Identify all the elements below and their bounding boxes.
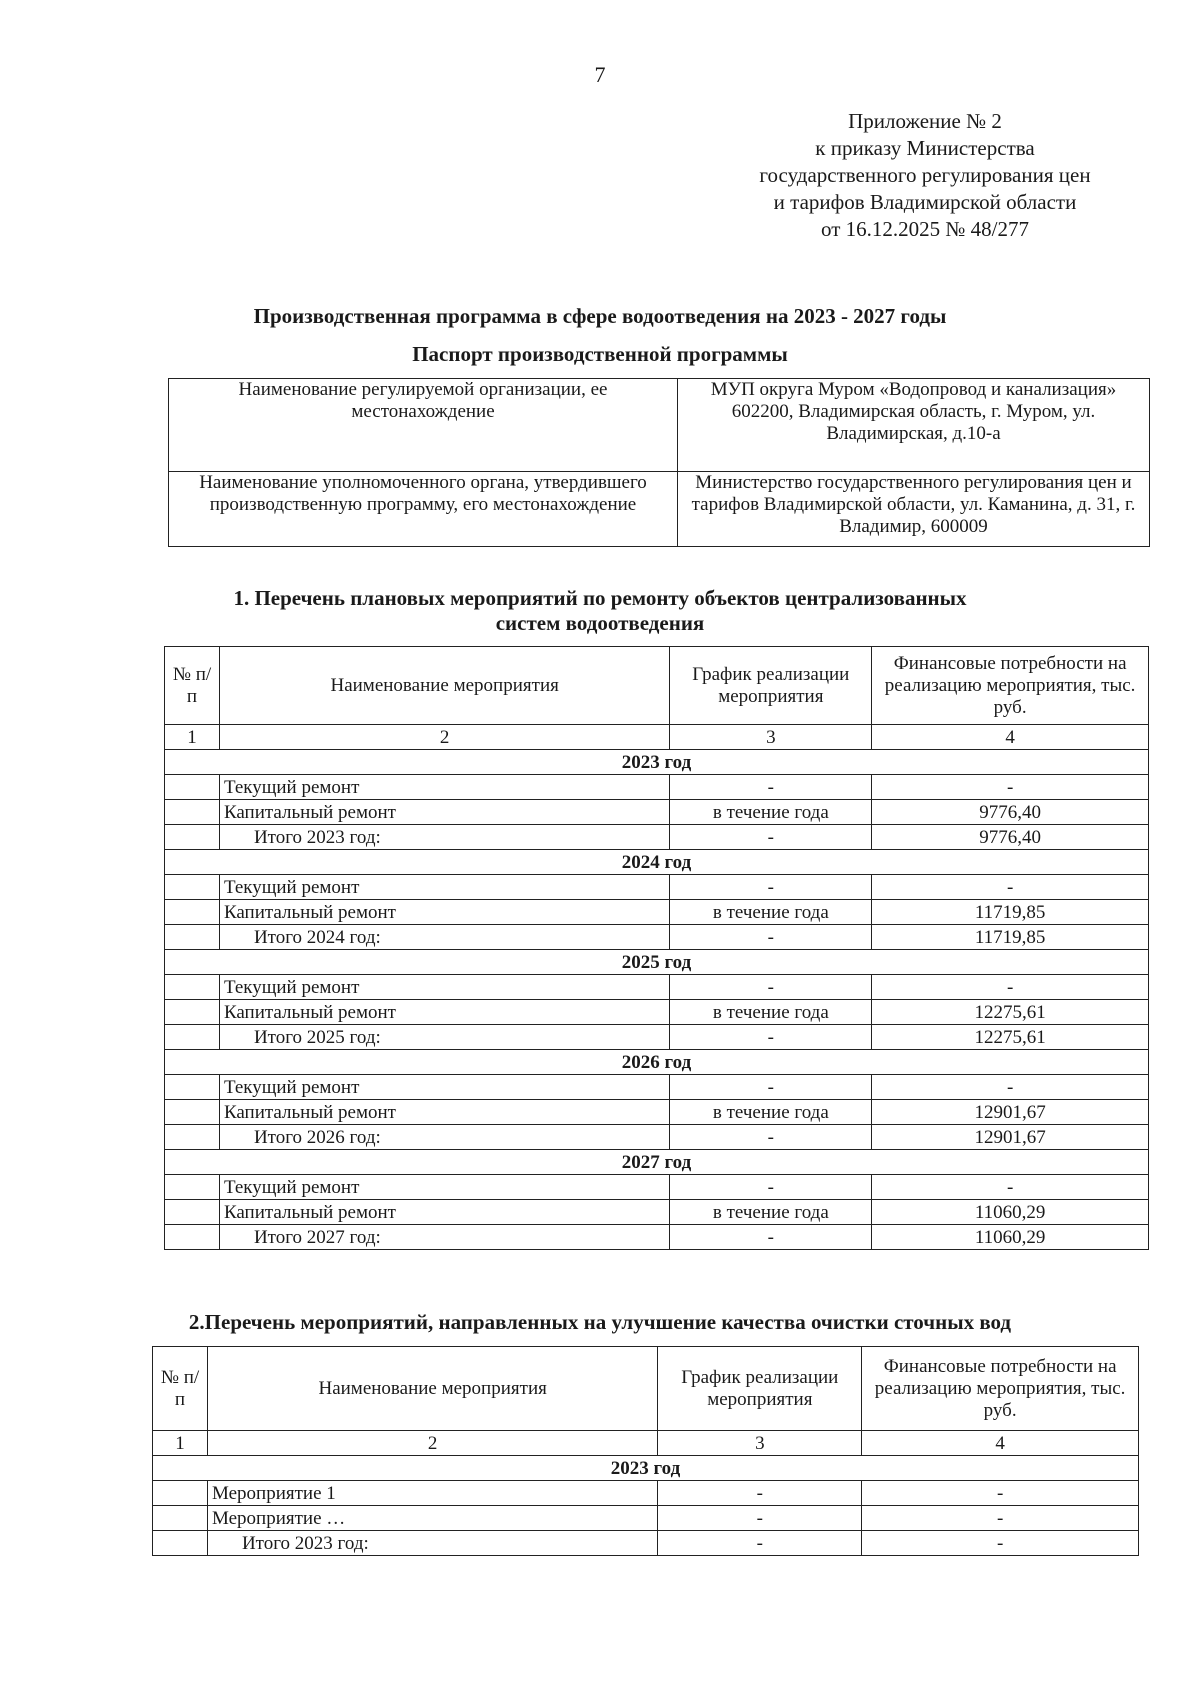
activity-name: Текущий ремонт — [219, 975, 669, 1000]
year-row: 2023 год — [165, 750, 1149, 775]
total-label: Итого 2024 год: — [219, 925, 669, 950]
activity-name: Капитальный ремонт — [219, 800, 669, 825]
col-number: 1 — [153, 1431, 208, 1456]
col-header-number: № п/п — [153, 1347, 208, 1431]
col-header-finance: Финансовые потребности на реализацию мероприятия, тыс. руб. — [872, 647, 1149, 725]
schedule-cell: - — [670, 975, 872, 1000]
activity-name: Текущий ремонт — [219, 1075, 669, 1100]
schedule-cell: - — [658, 1481, 862, 1506]
amount-cell: 12275,61 — [872, 1025, 1149, 1050]
appendix-line: от 16.12.2025 № 48/277 — [820, 217, 1030, 241]
table-row — [153, 1481, 1139, 1506]
passport-value: Министерство государственного регулирования цен и тарифов Владимирской области, ул. Каманина, д. 31, г. Владимир, 600009 — [678, 472, 1150, 547]
col-header-finance: Финансовые потребности на реализацию мероприятия, тыс. руб. — [862, 1347, 1139, 1431]
activity-name: Мероприятие 1 — [207, 1481, 657, 1506]
year-row: 2026 год — [165, 1050, 1149, 1075]
section2-title: 2.Перечень мероприятий, направленных на улучшение качества очистки сточных вод — [188, 1310, 1012, 1334]
table-row — [165, 1200, 1149, 1225]
schedule-cell: - — [670, 775, 872, 800]
page-number: 7 — [594, 62, 606, 87]
schedule-cell: - — [658, 1531, 862, 1556]
total-label: Итого 2023 год: — [219, 825, 669, 850]
amount-cell: 11719,85 — [872, 925, 1149, 950]
total-label: Итого 2025 год: — [219, 1025, 669, 1050]
table-row — [165, 875, 1149, 900]
amount-cell: - — [872, 875, 1149, 900]
passport-label: Наименование уполномоченного органа, утвердившего производственную программу, его местонахождение — [169, 472, 678, 547]
schedule-cell: в течение года — [670, 1000, 872, 1025]
col-number: 4 — [872, 725, 1149, 750]
table-row — [165, 825, 1149, 850]
appendix-line: Приложение № 2 — [848, 109, 1002, 133]
total-label: Итого 2027 год: — [219, 1225, 669, 1250]
passport-label: Наименование регулируемой организации, ее местонахождение — [169, 379, 678, 472]
col-number: 2 — [219, 725, 669, 750]
col-header-schedule: График реализации мероприятия — [658, 1347, 862, 1431]
amount-cell: - — [862, 1481, 1139, 1506]
table-row — [165, 925, 1149, 950]
amount-cell: 11719,85 — [872, 900, 1149, 925]
col-header-number: № п/п — [165, 647, 220, 725]
schedule-cell: - — [658, 1506, 862, 1531]
table-row — [165, 900, 1149, 925]
schedule-cell: - — [670, 925, 872, 950]
appendix-line: государственного регулирования цен — [759, 163, 1091, 187]
amount-cell: 9776,40 — [872, 800, 1149, 825]
year-row: 2024 год — [165, 850, 1149, 875]
table-row — [165, 1100, 1149, 1125]
table-row — [165, 1000, 1149, 1025]
section1-title-line1: 1. Перечень плановых мероприятий по ремонту объектов централизованных — [233, 586, 967, 610]
passport-value: МУП округа Муром «Водопровод и канализация» 602200, Владимирская область, г. Муром, ул. Владимирская, д.10-а — [678, 379, 1150, 472]
amount-cell: - — [862, 1506, 1139, 1531]
col-header-name: Наименование мероприятия — [207, 1347, 657, 1431]
passport-title: Паспорт производственной программы — [412, 342, 788, 366]
appendix-line: и тарифов Владимирской области — [773, 190, 1077, 214]
schedule-cell: - — [670, 875, 872, 900]
schedule-cell: - — [670, 1225, 872, 1250]
schedule-cell: в течение года — [670, 900, 872, 925]
schedule-cell: - — [670, 1125, 872, 1150]
passport-table — [168, 378, 1150, 547]
col-number: 1 — [165, 725, 220, 750]
table-row — [165, 975, 1149, 1000]
schedule-cell: - — [670, 825, 872, 850]
total-label: Итого 2023 год: — [207, 1531, 657, 1556]
col-number: 4 — [862, 1431, 1139, 1456]
section1-title-line2: систем водоотведения — [495, 611, 705, 635]
year-row: 2027 год — [165, 1150, 1149, 1175]
schedule-cell: в течение года — [670, 1200, 872, 1225]
activity-name: Капитальный ремонт — [219, 1200, 669, 1225]
schedule-cell: в течение года — [670, 800, 872, 825]
table-row — [165, 1025, 1149, 1050]
schedule-cell: - — [670, 1075, 872, 1100]
activity-name: Текущий ремонт — [219, 875, 669, 900]
schedule-cell: - — [670, 1175, 872, 1200]
amount-cell: 12901,67 — [872, 1125, 1149, 1150]
col-header-name: Наименование мероприятия — [219, 647, 669, 725]
col-number: 3 — [670, 725, 872, 750]
schedule-cell: - — [670, 1025, 872, 1050]
amount-cell: - — [872, 1075, 1149, 1100]
amount-cell: - — [872, 775, 1149, 800]
activity-name: Капитальный ремонт — [219, 900, 669, 925]
table-row — [165, 1125, 1149, 1150]
table-row — [165, 775, 1149, 800]
activity-name: Капитальный ремонт — [219, 1000, 669, 1025]
year-row: 2023 год — [153, 1456, 1139, 1481]
program-title: Производственная программа в сфере водоотведения на 2023 - 2027 годы — [253, 304, 947, 328]
repair-plan-table — [164, 646, 1149, 1250]
table-row — [165, 1175, 1149, 1200]
col-number: 2 — [207, 1431, 657, 1456]
table-row — [153, 1531, 1139, 1556]
activity-name: Текущий ремонт — [219, 775, 669, 800]
col-header-schedule: График реализации мероприятия — [670, 647, 872, 725]
table-row — [165, 1075, 1149, 1100]
amount-cell: 9776,40 — [872, 825, 1149, 850]
amount-cell: 12275,61 — [872, 1000, 1149, 1025]
total-label: Итого 2026 год: — [219, 1125, 669, 1150]
table-row — [165, 1225, 1149, 1250]
wastewater-quality-table — [152, 1346, 1139, 1556]
activity-name: Мероприятие … — [207, 1506, 657, 1531]
amount-cell: - — [862, 1531, 1139, 1556]
appendix-line: к приказу Министерства — [815, 136, 1035, 160]
table-row — [153, 1506, 1139, 1531]
year-row: 2025 год — [165, 950, 1149, 975]
amount-cell: 12901,67 — [872, 1100, 1149, 1125]
appendix-block — [700, 108, 1150, 243]
table-row — [165, 800, 1149, 825]
activity-name: Текущий ремонт — [219, 1175, 669, 1200]
col-number: 3 — [658, 1431, 862, 1456]
amount-cell: - — [872, 1175, 1149, 1200]
activity-name: Капитальный ремонт — [219, 1100, 669, 1125]
amount-cell: - — [872, 975, 1149, 1000]
amount-cell: 11060,29 — [872, 1225, 1149, 1250]
amount-cell: 11060,29 — [872, 1200, 1149, 1225]
schedule-cell: в течение года — [670, 1100, 872, 1125]
